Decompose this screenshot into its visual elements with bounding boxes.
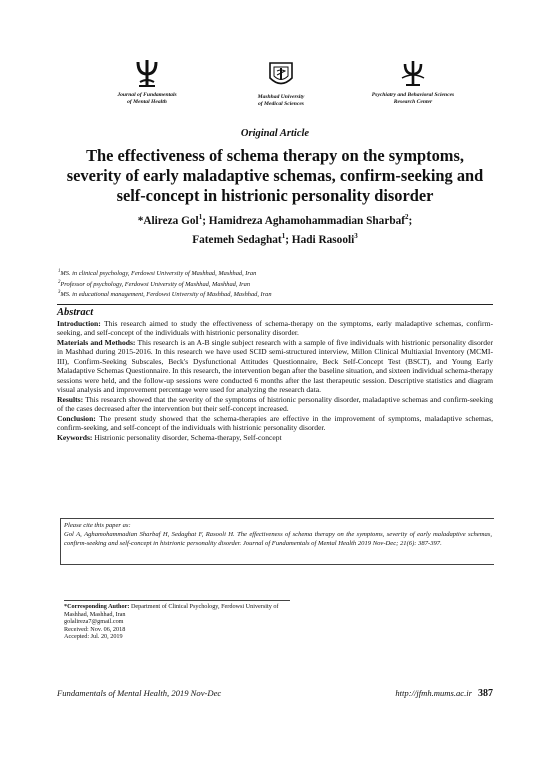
author-name: Fatemeh Sedaghat [192, 233, 282, 246]
author-affiliation-mark: 1 [281, 231, 286, 240]
abstract-keywords [57, 433, 493, 443]
affiliation-text: Professor of psychology, Ferdowsi University of Mashhad, Mashhad, Iran [60, 280, 251, 288]
abstract-heading: Abstract [57, 307, 94, 318]
affiliation-number: 3 [58, 290, 61, 296]
author-affiliation-mark: 3 [354, 231, 358, 240]
received-date: Received: Nov. 06, 2018 [64, 625, 126, 633]
citation-heading: Please cite this paper as: [64, 522, 131, 529]
page-footer [57, 688, 493, 702]
section-label: Keywords: [57, 432, 93, 442]
author-affiliation-mark: 1 [198, 213, 203, 221]
research-center-logo-caption: Psychiatry and Behavioral Sciences Research Center [371, 92, 455, 105]
correspondence-email[interactable]: golalireza7@gmail.com [64, 618, 124, 626]
abstract-methods [57, 338, 493, 395]
paper-title: The effectiveness of schema therapy on the symptoms, severity of early maladaptive schemas, confirm-seeking and self-concept in histrionic personality disorder [66, 146, 484, 205]
section-text: This research is an A-B single subject research with a sample of five individuals with histrionic personality disorder in Mashhad during 2015-2016. In this research we have used SCID semi-structured interview, Millon Clinical Multiaxial Inventory (MCMI-III), Confirm-Seeking Subscales, Beck's Dysfunctional Attitudes Questionnaire, Beck Self-Concept Test (BSCT), and Young Early Maladaptive Schemas Questionnaire. In this research, the intervention began after the baseline situation, and sixteen individual schema-therapy sessions were held, and the follow-up sessions were conducted 6 months after the last therapeutic session. Descriptive statistics and diagram visual analysis and improvement percentage were used for analyzing the research data. [57, 337, 494, 394]
affiliation-item [58, 268, 488, 279]
section-label: Materials and Methods: [57, 337, 136, 347]
header-logos [0, 60, 550, 122]
affiliation-number: 2 [58, 279, 61, 285]
author-separator: ; [408, 214, 413, 227]
university-logo-block [216, 60, 346, 108]
correspondence-address [64, 603, 304, 618]
author-line-1 [60, 210, 490, 229]
author-name: Hadi Rasooli [291, 233, 355, 246]
mashhad-university-emblem-icon [267, 60, 295, 90]
abstract-conclusion [57, 414, 493, 433]
article-type: Original Article [240, 128, 310, 139]
journal-logo-block [82, 60, 212, 106]
journal-logo-caption: Journal of Fundamentals of Mental Health [117, 92, 177, 105]
section-text: This research showed that the severity of the symptoms of histrionic personality disorder, maladaptive schemas and confirm-seeking of the cases decreased after the intervention but their self-concept increased. [57, 394, 494, 413]
section-label: Introduction: [57, 318, 101, 328]
research-center-logo-block [348, 60, 478, 106]
author-affiliation-mark: 2 [405, 213, 409, 221]
abstract-section [57, 308, 493, 442]
affiliation-item [58, 279, 488, 290]
author-name: *Alireza Gol [137, 214, 199, 227]
section-text: This research aimed to study the effectiveness of schema-therapy on the symptoms, early maladaptive schemas, confirm-seeking, and self-concept of the individuals with histrionic personality disorder. [57, 318, 493, 337]
citation-block [64, 521, 492, 548]
abstract-introduction [57, 319, 493, 338]
psychiatry-center-logo-icon [400, 60, 426, 88]
correspondence-label: *Corresponding Author: [64, 603, 130, 610]
abstract-divider [57, 304, 493, 305]
affiliation-text: MS. in clinical psychology, Ferdowsi University of Mashhad, Mashhad, Iran [60, 270, 257, 278]
accepted-date: Accepted: Jul. 20, 2019 [64, 633, 123, 641]
section-label: Results: [57, 394, 84, 404]
author-list [60, 210, 490, 248]
footer-url[interactable]: http://jfmh.mums.ac.ir [395, 688, 472, 698]
section-text: Histrionic personality disorder, Schema-therapy, Self-concept [94, 432, 282, 442]
footer-right [395, 688, 493, 699]
footer-journal: Fundamentals of Mental Health, 2019 Nov-Dec [57, 688, 222, 698]
author-separator: ; [202, 214, 209, 227]
affiliation-item [58, 289, 488, 300]
page-number: 387 [478, 688, 493, 699]
section-label: Conclusion: [57, 413, 96, 423]
affiliation-text: MS. in educational management, Ferdowsi University of Mashhad, Mashhad, Iran [60, 291, 272, 299]
psi-tree-logo-icon [134, 60, 160, 88]
section-text: The present study showed that the schema-therapies are effective in the improvement of symptoms, maladaptive schemas, confirm-seeking, and self-concept of the individuals with histrionic personality disorder. [57, 413, 494, 432]
author-name: Hamidreza Aghamohammadian Sharbaf [208, 214, 406, 227]
correspondence-text: Department of Clinical Psychology, Ferdowsi University of Mashhad, Mashhad, Iran [64, 603, 279, 618]
abstract-results [57, 395, 493, 414]
footnote-divider [64, 600, 290, 601]
correspondence-block [64, 603, 304, 641]
affiliation-number: 1 [58, 269, 61, 274]
citation-box-bottom-border [60, 564, 494, 565]
affiliation-list [58, 268, 488, 300]
citation-box-top-border [60, 518, 494, 519]
university-logo-caption: Mashhad University of Medical Sciences [257, 94, 305, 107]
citation-text: Gol A, Aghamohammadian Sharbaf H, Sedaghat F, Rasooli H. The effectiveness of schema therapy on the symptoms, severity of early maladaptive schemas, confirm-seeking and self-concept in histrionic personality disorder. Journal of Fundamentals of Mental Health 2019 Nov-Dec; 21(6): 387-397. [64, 531, 492, 547]
citation-box-left-border [60, 518, 61, 564]
author-line-2 [60, 229, 490, 248]
author-separator: ; [285, 233, 292, 246]
